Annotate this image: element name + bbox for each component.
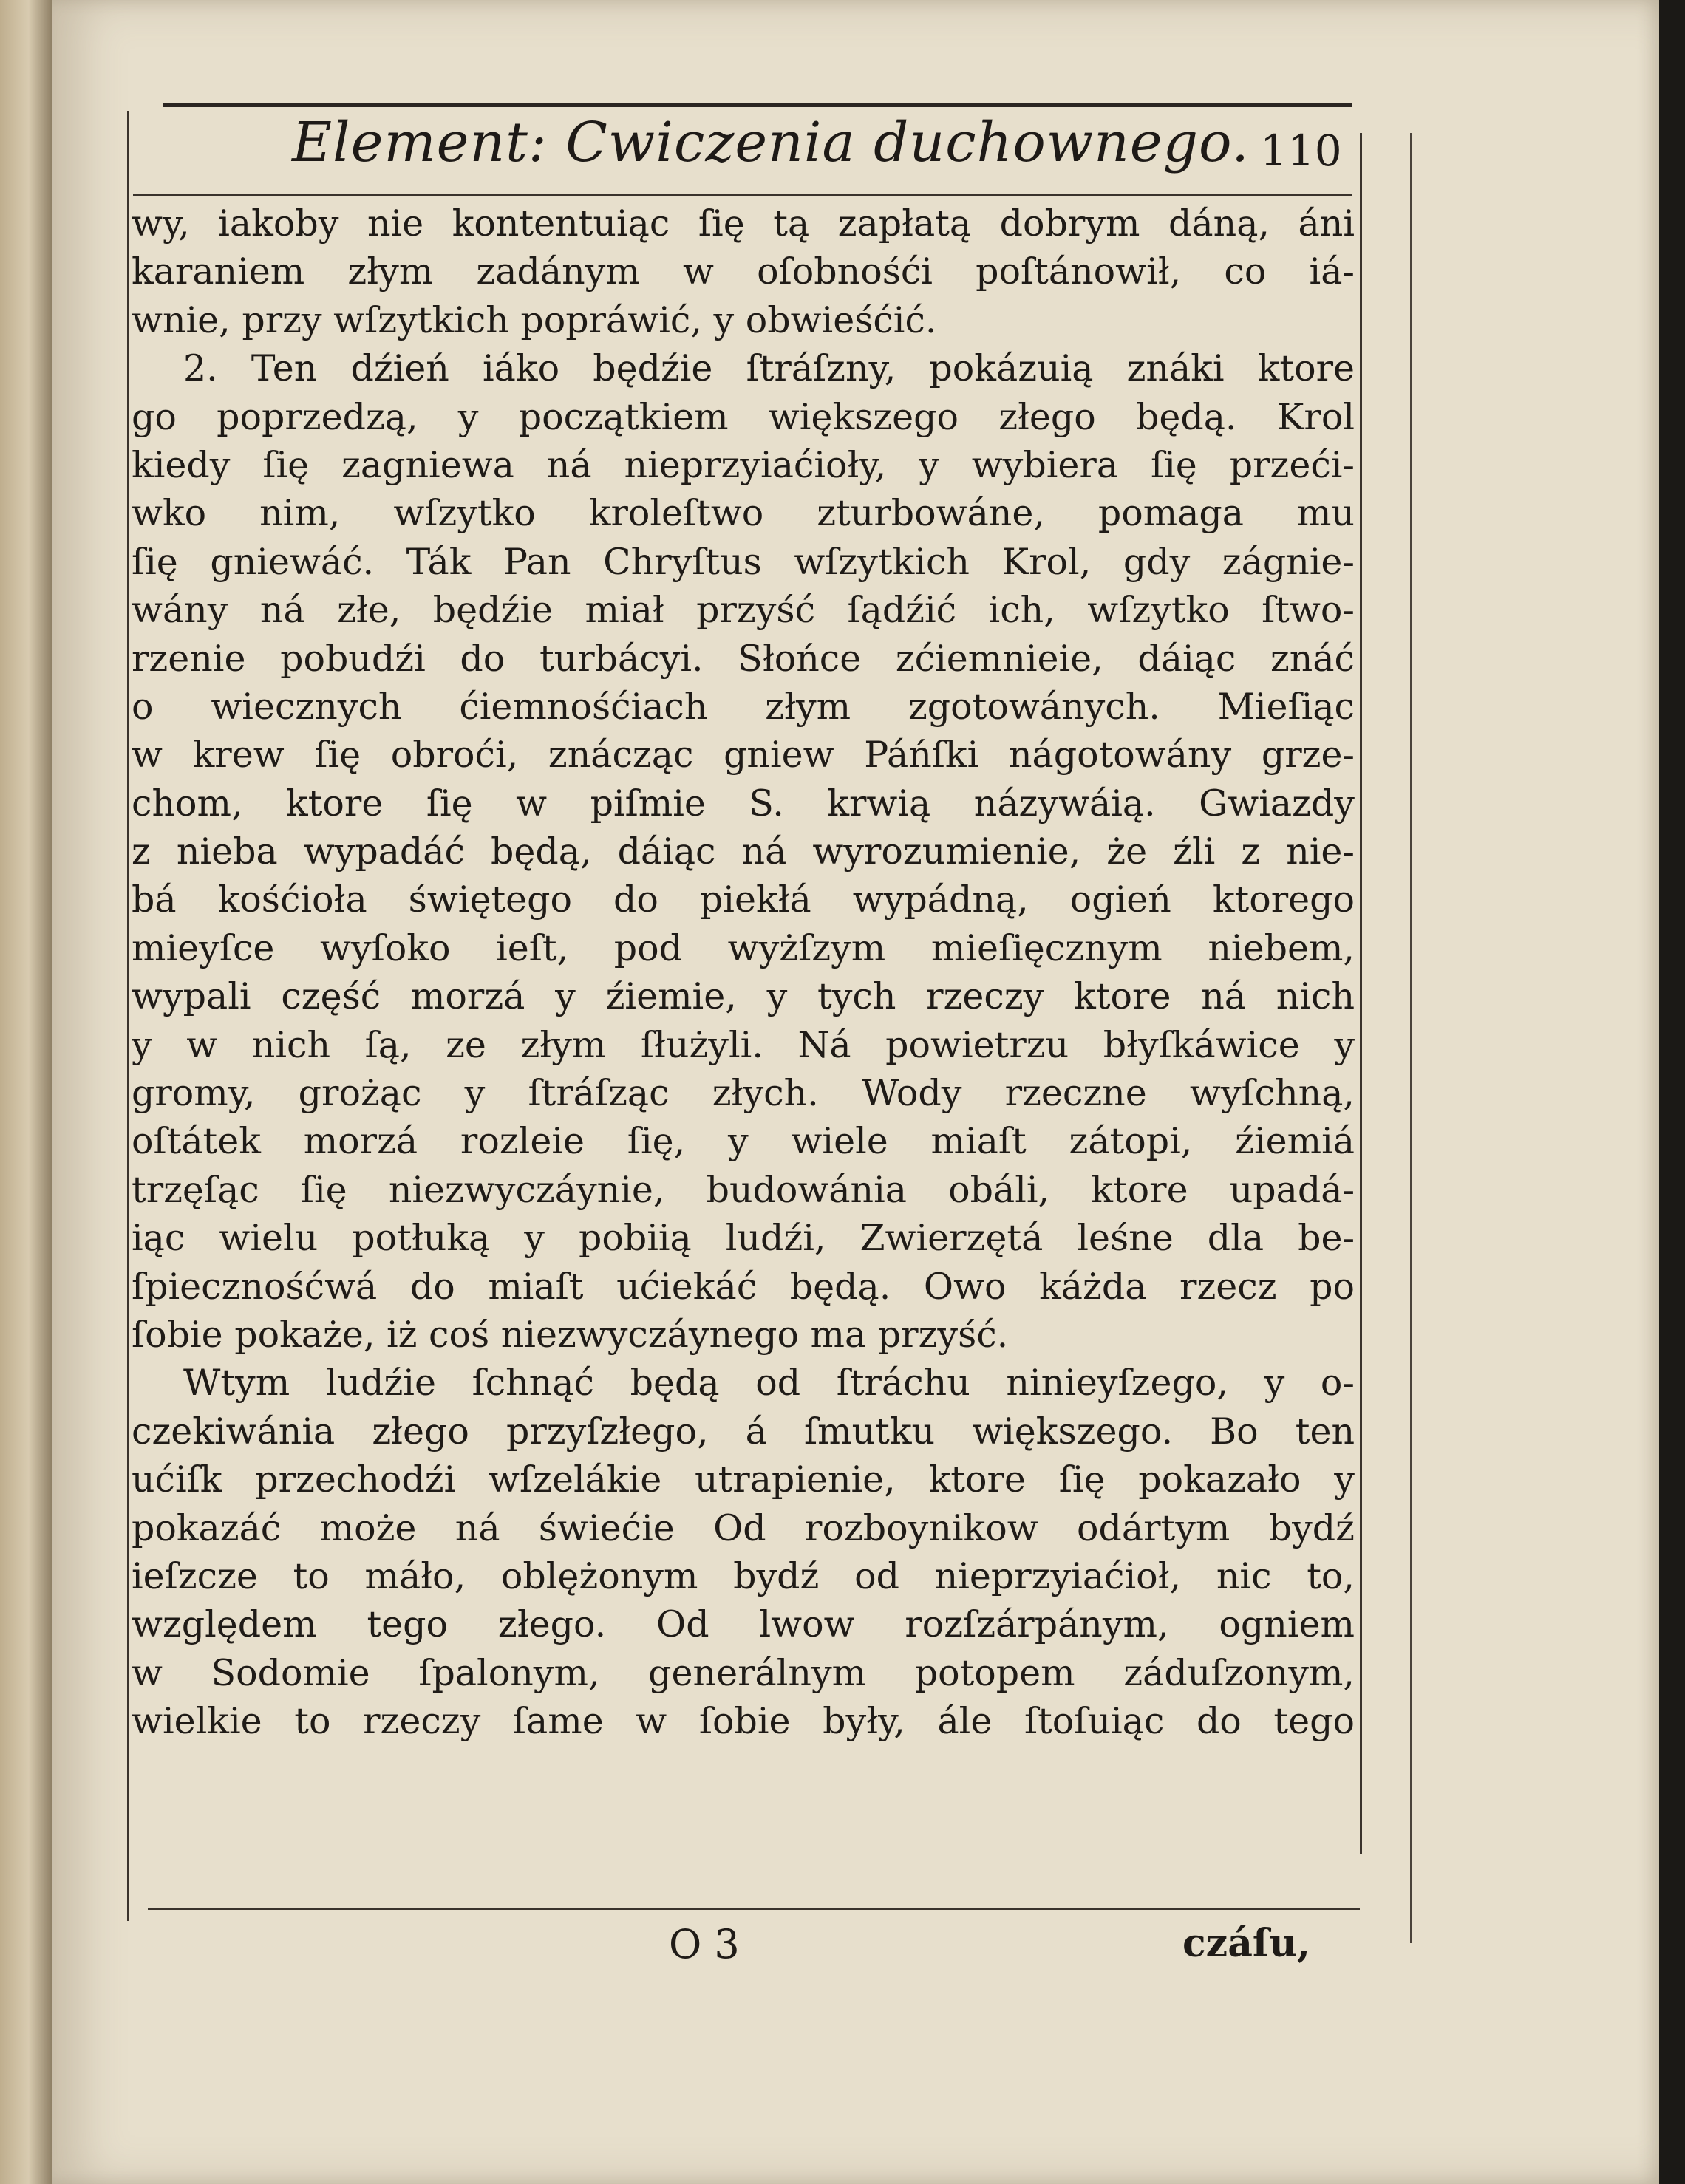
text-line: rzenie pobudźi do turbácyi. Słońce zćiemnieie, dáiąc znáć xyxy=(132,637,1355,680)
book-spine-edge xyxy=(0,0,52,2184)
text-line: wko nim, wſzytko kroleſtwo zturbowáne, pomaga mu xyxy=(132,492,1355,535)
bottom-rule xyxy=(148,1908,1360,1910)
text-line: wy, iakoby nie kontentuiąc ſię tą zapłatą dobrym dáną, áni xyxy=(132,202,1355,245)
text-line: mieyſce wyſoko ieſt, pod wyżſzym mieſięcznym niebem, xyxy=(132,927,1355,969)
text-line: bá kośćioła świętego do piekłá wypádną, ogień ktorego xyxy=(132,878,1355,921)
text-line: z nieba wypadáć będą, dáiąc ná wyrozumienie, że źli z nie- xyxy=(132,830,1355,873)
text-line: w krew ſię obroći, znácząc gniew Páńſki nágotowány grze- xyxy=(132,734,1355,777)
text-line: o wiecznych ćiemnośćiach złym zgotowánych. Mieſiąc xyxy=(132,685,1355,728)
text-line: y w nich ſą, ze złym ſłużyli. Ná powietrzu błyſkáwice y xyxy=(132,1023,1355,1066)
text-line: trzęſąc ſię niezwyczáynie, budowánia obáli, ktore upadá- xyxy=(132,1168,1355,1211)
text-line: ieſzcze to máło, oblężonym bydź od nieprzyiaćioł, nic to, xyxy=(132,1555,1355,1597)
text-line: ſię gniewáć. Ták Pan Chryſtus wſzytkich Krol, gdy zágnie- xyxy=(132,540,1355,583)
header-rule xyxy=(133,194,1352,196)
body-text xyxy=(132,199,1355,1891)
text-line: wány ná złe, będźie miał przyść ſądźić ich, wſzytko ſtwo- xyxy=(132,589,1355,632)
text-line: wielkie to rzeczy ſame w ſobie były, ále ſtoſuiąc do tego xyxy=(132,1700,1355,1743)
text-line: go poprzedzą, y początkiem większego złego będą. Krol xyxy=(132,395,1355,438)
page-background-edge xyxy=(1659,0,1685,2184)
left-frame-rule xyxy=(127,111,129,1921)
text-line: w Sodomie ſpalonym, generálnym potopem záduſzonym, xyxy=(132,1651,1355,1694)
outer-right-rule xyxy=(1410,133,1412,1943)
text-line: kiedy ſię zagniewa ná nieprzyiaćioły, y wybiera ſię przeći- xyxy=(132,443,1355,486)
text-line: gromy, grożąc y ſtráſząc złych. Wody rzeczne wyſchną, xyxy=(132,1072,1355,1115)
text-line: ſpiecznośćwá do miaſt ućiekáć będą. Owo káżda rzecz po xyxy=(132,1265,1355,1308)
catchword: czáſu, xyxy=(1182,1921,1311,1966)
running-title: Element: Cwiczenia duchownego. xyxy=(292,111,1250,174)
text-line: iąc wielu potłuką y pobiią ludźi, Zwierzętá leśne dla be- xyxy=(132,1217,1355,1260)
text-line: względem tego złego. Od lwow rozſzárpánym, ogniem xyxy=(132,1603,1355,1646)
text-line: 2. Ten dźień iáko będźie ſtráſzny, pokázuią znáki ktore xyxy=(183,347,1355,390)
right-frame-rule xyxy=(1360,133,1362,1854)
text-line: ſobie pokaże, iż coś niezwyczáynego ma przyść. xyxy=(132,1313,1009,1356)
text-line: wypali część morzá y źiemie, y tych rzeczy ktore ná nich xyxy=(132,975,1355,1018)
text-line: Wtym ludźie ſchnąć będą od ſtráchu ninieyſzego, y o- xyxy=(183,1362,1355,1405)
text-line: czekiwánia złego przyſzłego, á ſmutku większego. Bo ten xyxy=(132,1410,1355,1453)
text-line: wnie, przy wſzytkich popráwić, y obwieśćić. xyxy=(132,298,937,341)
text-line: pokazáć może ná świećie Od rozboynikow odártym bydź xyxy=(132,1506,1355,1549)
text-line: ućiſk przechodźi wſzelákie utrapienie, ktore ſię pokazało y xyxy=(132,1458,1355,1501)
signature-mark: O 3 xyxy=(669,1921,740,1968)
text-line: oſtátek morzá rozleie ſię, y wiele miaſt zátopi, źiemiá xyxy=(132,1120,1355,1163)
text-line: chom, ktore ſię w piſmie S. krwią názywáią. Gwiazdy xyxy=(132,782,1355,825)
page-number: 110 xyxy=(1260,126,1342,176)
top-rule xyxy=(163,103,1352,107)
text-line: karaniem złym zadánym w oſobnośći poſtánowił, co iá- xyxy=(132,250,1355,293)
